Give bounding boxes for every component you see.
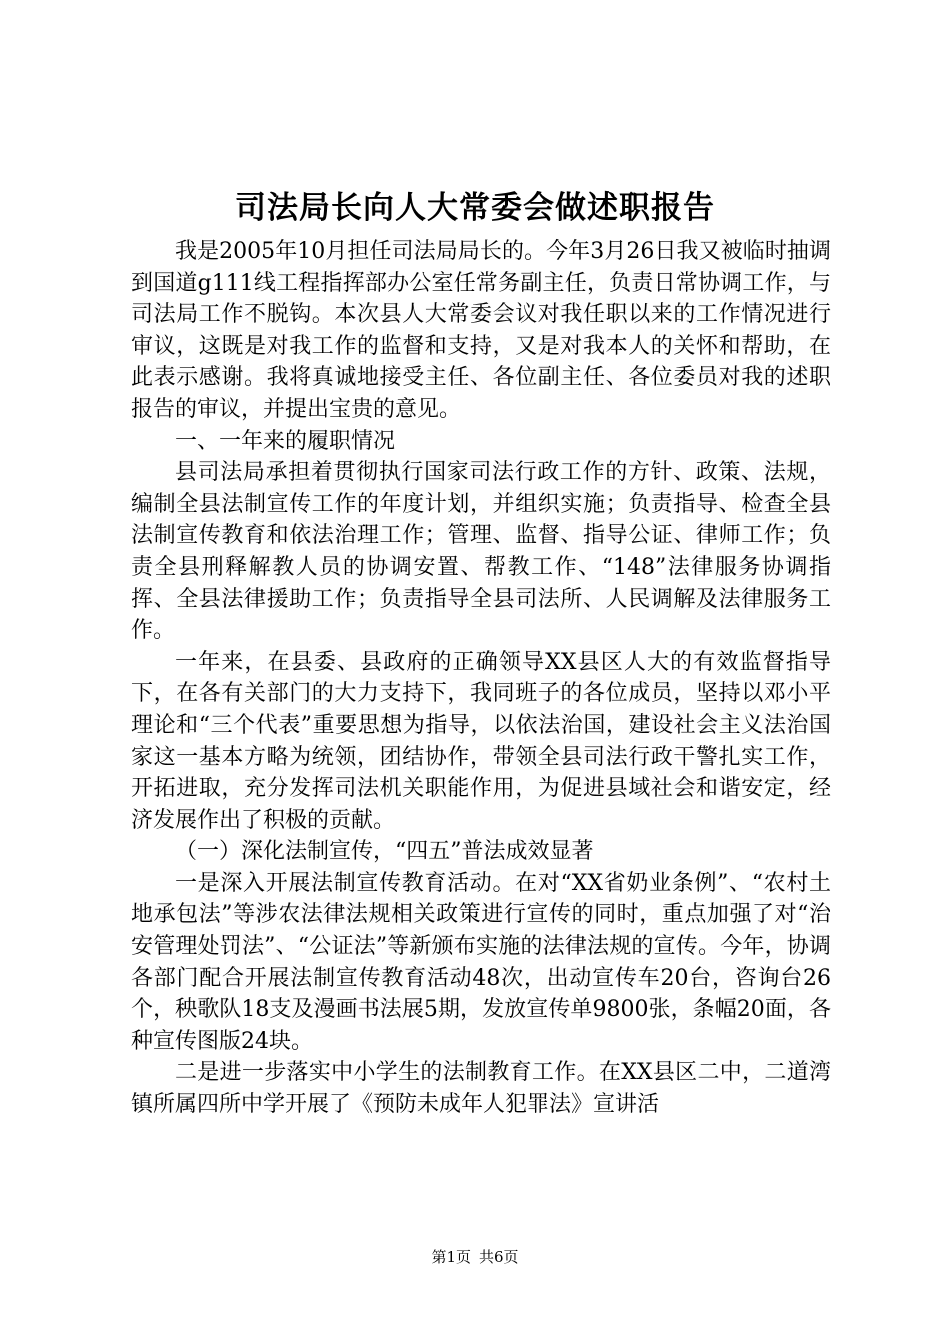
page-footer bbox=[0, 1246, 950, 1268]
page-total: 共6页 bbox=[479, 1248, 519, 1266]
paragraph-legal-publicity: 一是深入开展法制宣传教育活动。在对“XX省奶业条例”、“农村土地承包法”等涉农法律法规相关政策进行宣传的同时，重点加强了对“治安管理处罚法”、“公证法”等新颁布实施的法律法规的宣传。今年，协调各部门配合开展法制宣传教育活动48次，出动宣传车20台，咨询台26个，秧歌队18支及漫画书法展5期，发放宣传单9800张，条幅20面，各种宣传图版24块。 bbox=[131, 870, 831, 1054]
document-title: 司法局长向人大常委会做述职报告 bbox=[235, 190, 715, 226]
document-body bbox=[131, 236, 831, 1121]
section-heading-1: 一、一年来的履职情况 bbox=[175, 428, 396, 454]
paragraph-overview: 一年来，在县委、县政府的正确领导XX县区人大的有效监督指导下，在各有关部门的大力支持下，我同班子的各位成员，坚持以邓小平理论和“三个代表”重要思想为指导，以依法治国，建设社会主义法治国家这一基本方略为统领，团结协作，带领全县司法行政干警扎实工作，开拓进取，充分发挥司法机关职能作用，为促进县域社会和谐安定，经济发展作出了积极的贡献。 bbox=[131, 649, 831, 833]
paragraph-duties: 县司法局承担着贯彻执行国家司法行政工作的方针、政策、法规，编制全县法制宣传工作的年度计划，并组织实施；负责指导、检查全县法制宣传教育和依法治理工作；管理、监督、指导公证、律师工作；负责全县刑释解教人员的协调安置、帮教工作、“148”法律服务协调指挥、全县法律援助工作；负责指导全县司法所、人民调解及法律服务工作。 bbox=[131, 460, 831, 644]
page-number: 第1页 bbox=[431, 1248, 471, 1266]
subsection-heading-1: （一）深化法制宣传，“四五”普法成效显著 bbox=[175, 839, 594, 865]
paragraph-intro: 我是2005年10月担任司法局局长的。今年3月26日我又被临时抽调到国道g111线工程指挥部办公室任常务副主任，负责日常协调工作，与司法局工作不脱钩。本次县人大常委会议对我任职以来的工作情况进行审议，这既是对我工作的监督和支持，又是对我本人的关怀和帮助，在此表示感谢。我将真诚地接受主任、各位副主任、各位委员对我的述职报告的审议，并提出宝贵的意见。 bbox=[131, 239, 831, 422]
paragraph-student-education: 二是进一步落实中小学生的法制教育工作。在XX县区二中，二道湾镇所属四所中学开展了《预防未成年人犯罪法》宣讲活 bbox=[131, 1060, 831, 1118]
